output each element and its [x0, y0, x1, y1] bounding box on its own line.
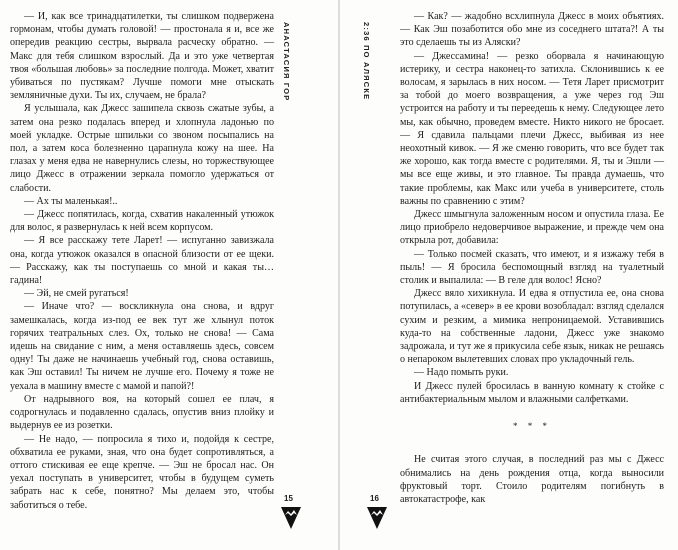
paragraph: Джесс шмыгнула заложенным носом и опустила глаза. Ее лицо приобрело недоверчивое выражение, и прежде чем она открыла рот, добавила: [400, 209, 664, 247]
paragraph: — Иначе что? — воскликнула она снова, и вдруг замешкалась, когда из-под ее век тут же хлынул поток горячих театральных слез. Ох, только не снова! — Сама идешь на свидание с ним, а меня оставляешь здесь, совсем одну! Ты даже не начинаешь учебный год, снова оставишь, как Эш оставил! Ты ничем не лучше его. Почему я тоже не уехала в машину вместе с мамой и папой?! [10, 301, 274, 392]
paragraph: Джесс вяло хихикнула. И едва я отпустила ее, она снова потупилась, а «север» в ее крови возобладал: взгляд сделался сухим и резким, а мимика непроницаемой. Уставившись куда-то на собственные ладони, Джесс уже знакомо задрожала, и тут же я прикусила себе язык, никак не решаясь о непароком вылетевших словах про укладочный гель. [400, 288, 664, 366]
paragraph: — И, как все тринадцатилетки, ты слишком подвержена гормонам, чтобы думать головой! — простонала я и, все же опередив реакцию сестры, вырвала расческу обратно. — Макс для тебя слишком взрослый. Да и это уже четвертая твоя «большая любовь» за последние полгода. Может, хватит убиваться по пустякам? Лучше помоги мне отыскать земляничные духи. Ты их, случаем, не брала? [10, 11, 274, 102]
paragraph: — Как? — жадобно всхлипнула Джесс в моих объятиях. — Как Эш позаботится обо мне из соседнего штата?! А ты это сделаешь ты из Аляски? [400, 11, 664, 49]
page-number: 15 [284, 494, 293, 503]
paragraph: Я услышала, как Джесс зашипела сквозь сжатые зубы, а затем она резко подалась вперед и хлопнула ладонью по моей укладке. Острые шпильки со звоном посыпались на пол, а затем коса болезненно царапнула кожу на шее. На глазах у меня едва не навернулись слезы, но торжествующее лицо Джесс в отражении зеркала помогло удержаться от слабости. [10, 103, 274, 194]
scene-break: * * * [513, 421, 551, 432]
paragraph: — Ах ты маленькая!.. [24, 195, 118, 207]
paragraph: Не считая этого случая, в последний раз мы с Джесс обнимались на день рождения отца, когда выносили фруктовый торт. Стоило родителям погибнуть в автокатастрофе, как [400, 454, 664, 505]
paragraph: — Эй, не смей ругаться! [24, 288, 129, 300]
right-page-text [400, 10, 664, 506]
running-head-author: АНАСТАСИЯ ГОР [282, 22, 291, 102]
paragraph: — Джессамина! — резко оборвала я начинающую истерику, и сестра наконец-то затихла. Склонившись к ее волосам, я зарылась в них носом. — Тетя Ларет присмотрит за тобой до моего возвращения, а уже через год Эш устроится на работу и ты переедешь к нему. Следующее лето мы, как обычно, проведем вместе. Никто никого не бросает. — Я сдавила пальцами плечи Джесс, выбивая из нее неохотный кивок. — Я же сменю говорить, что все будет так же хорошо, как тогда вместе с родителями. Я, ты и Эшли — мы все еще живы, и это главное. Ты правда думаешь, что такие проблемы, как Макс или учеба в университете, столь важны по сравнению с этим? [400, 50, 664, 207]
paragraph: — Надо помыть руки. [414, 367, 509, 379]
left-page-text [10, 10, 274, 512]
paragraph: — Только посмей сказать, что имеют, и я изжажу тебя в пыль! — Я бросила беспомощный взгляд на туалетный столик и выпалила: — В геле для волос! Ясно? [400, 248, 664, 287]
paragraph: — Джесс попятилась, когда, схватив накаленный утюжок для волос, я развернулась к ней всем корпусом. [10, 209, 274, 234]
right-page [340, 0, 678, 550]
paragraph: — Не надо, — попросила я тихо и, подойдя к сестре, обхватила ее руками, зная, что она будет сопротивляться, а оттого стискивая ее еще крепче. — Эш не бросал нас. Он уехал поступать в университет, чтобы в будущем суметь забрать нас к себе, понятно? Мы делаем это, чтобы заботиться о тебе. [10, 433, 274, 511]
mountain-emblem-icon [280, 505, 302, 530]
paragraph: — Я все расскажу тете Ларет! — испуганно завизжала она, когда утюжок оказался в опасной близости от ее щеки. — Расскажу, как ты поступаешь со мной и какая ты… гадина! [10, 235, 274, 287]
running-head-title: 2:36 ПО АЛЯСКЕ [362, 22, 371, 101]
left-page [0, 0, 338, 550]
mountain-emblem-icon [366, 505, 388, 530]
paragraph: От надрывного воя, на который сошел ее плач, я содрогнулась и подавленно сдалась, опустив вниз плойку и выдернув ее из розетки. [10, 393, 274, 432]
paragraph: И Джесс пулей бросилась в ванную комнату к стойке с антибактериальным мылом и влажными салфетками. [400, 380, 664, 405]
page-number: 16 [370, 494, 379, 503]
